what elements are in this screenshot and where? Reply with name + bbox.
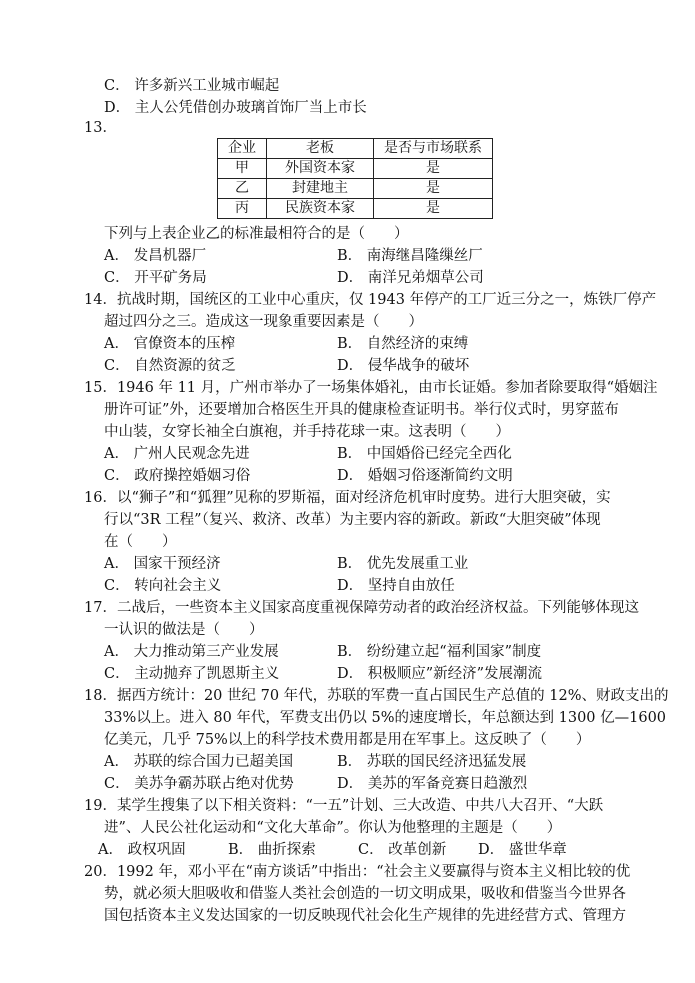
q19-stem-line: 进”、人民公社化运动和“文化大革命”。你认为他整理的主题是（ ） bbox=[104, 820, 562, 836]
table-header-row bbox=[218, 139, 493, 159]
q19-option-d: D． 盛世华章 bbox=[478, 842, 567, 858]
q15-stem-line: 15．1946 年 11 月，广州市举办了一场集体婚礼，由市长证婚。参加者除要取得“婚姻注 bbox=[84, 380, 658, 396]
q16-stem-line: 在（ ） bbox=[104, 534, 177, 550]
table-cell: 丙 bbox=[218, 199, 267, 219]
table-cell: 甲 bbox=[218, 159, 267, 179]
q16-option-c: C． 转向社会主义 bbox=[104, 578, 222, 594]
table-header: 老板 bbox=[267, 139, 374, 159]
q15-option-b: B． 中国婚俗已经完全西化 bbox=[337, 446, 512, 462]
table-cell: 民族资本家 bbox=[267, 199, 374, 219]
table-cell: 外国资本家 bbox=[267, 159, 374, 179]
q13-option-d: D． 南洋兄弟烟草公司 bbox=[337, 270, 484, 286]
q18-option-c: C． 美苏争霸苏联占绝对优势 bbox=[104, 776, 294, 792]
q16-option-a: A． 国家干预经济 bbox=[104, 556, 221, 572]
q14-option-a: A． 官僚资本的压榨 bbox=[104, 336, 236, 352]
q19-option-c: C． 改革创新 bbox=[358, 842, 447, 858]
q13-option-c: C． 开平矿务局 bbox=[104, 270, 207, 286]
q18-stem-line: 33%以上。进入 80 年代，军费支出仍以 5%的速度增长，年总额达到 1300 亿—1600 bbox=[104, 710, 667, 726]
table-row bbox=[218, 199, 493, 219]
q17-option-d: D． 积极顺应”新经济”发展潮流 bbox=[337, 666, 543, 682]
enterprise-table bbox=[217, 138, 493, 219]
q18-option-d: D． 美苏的军备竞赛日趋激烈 bbox=[337, 776, 528, 792]
q14-stem-line: 14．抗战时期，国统区的工业中心重庆，仅 1943 年停产的工厂近三分之一，炼铁厂停产 bbox=[84, 292, 657, 308]
q20-stem-line: 国包括资本主义发达国家的一切反映现代社会化生产规律的先进经营方式、管理方 bbox=[104, 908, 626, 924]
table-cell: 是 bbox=[374, 199, 493, 219]
q18-stem-line: 18．据西方统计：20 世纪 70 年代，苏联的军费一直占国民生产总值的 12%、财政支出的 bbox=[84, 688, 669, 704]
q14-option-b: B． 自然经济的束缚 bbox=[337, 336, 469, 352]
q20-stem-line: 20．1992 年，邓小平在“南方谈话”中指出：“社会主义要赢得与资本主义相比较的优 bbox=[84, 864, 631, 880]
q16-stem-line: 行以“3R 工程”（复兴、救济、改革）为主要内容的新政。新政“大胆突破”体现 bbox=[104, 512, 601, 528]
table-cell: 乙 bbox=[218, 179, 267, 199]
q15-option-a: A． 广州人民观念先进 bbox=[104, 446, 250, 462]
table-row bbox=[218, 179, 493, 199]
q17-stem-line: 17．二战后，一些资本主义国家高度重视保障劳动者的政治经济权益。下列能够体现这 bbox=[84, 600, 639, 616]
q19-option-a: A． 政权巩固 bbox=[98, 842, 186, 858]
q19-option-b: B． 曲折探索 bbox=[228, 842, 316, 858]
q13-option-a: A． 发昌机器厂 bbox=[104, 248, 207, 264]
q17-option-c: C． 主动抛弃了凯恩斯主义 bbox=[104, 666, 280, 682]
q14-option-c: C． 自然资源的贫乏 bbox=[104, 358, 236, 374]
q18-stem-line: 亿美元，几乎 75%以上的科学技术费用都是用在军事上。这反映了（ ） bbox=[104, 732, 591, 748]
q16-option-d: D． 坚持自由放任 bbox=[337, 578, 455, 594]
q15-option-c: C． 政府操控婚姻习俗 bbox=[104, 468, 251, 484]
q17-option-a: A． 大力推动第三产业发展 bbox=[104, 644, 279, 660]
q18-option-a: A． 苏联的综合国力已超美国 bbox=[104, 754, 294, 770]
q18-option-b: B． 苏联的国民经济迅猛发展 bbox=[337, 754, 527, 770]
q13-stem: 下列与上表企业乙的标准最相符合的是（ ） bbox=[104, 226, 409, 242]
q16-option-b: B． 优先发展重工业 bbox=[337, 556, 469, 572]
q15-stem-line: 中山装，女穿长袖全白旗袍，并手持花球一束。这表明（ ） bbox=[104, 424, 510, 440]
table-cell: 是 bbox=[374, 159, 493, 179]
q12-option-c: C． 许多新兴工业城市崛起 bbox=[104, 78, 280, 94]
q19-stem-line: 19．某学生搜集了以下相关资料：“一五”计划、三大改造、中共八大召开、“大跃 bbox=[84, 798, 604, 814]
q15-stem-line: 册许可证”外，还要增加合格医生开具的健康检查证明书。举行仪式时，男穿蓝布 bbox=[104, 402, 619, 418]
q15-option-d: D． 婚姻习俗逐渐简约文明 bbox=[337, 468, 513, 484]
q12-option-d: D． 主人公凭借创办玻璃首饰厂当上市长 bbox=[104, 100, 367, 116]
table-cell: 是 bbox=[374, 179, 493, 199]
q14-option-d: D． 侵华战争的破坏 bbox=[337, 358, 470, 374]
q13-option-b: B． 南海继昌隆缫丝厂 bbox=[337, 248, 483, 264]
q13-number: 13． bbox=[84, 120, 117, 136]
table-row bbox=[218, 159, 493, 179]
q16-stem-line: 16．以“狮子”和“狐狸”见称的罗斯福，面对经济危机审时度势。进行大胆突破，实 bbox=[84, 490, 611, 506]
q17-option-b: B． 纷纷建立起“福利国家”制度 bbox=[337, 644, 542, 660]
table-header: 企业 bbox=[218, 139, 267, 159]
q14-stem-line: 超过四分之三。造成这一现象重要因素是（ ） bbox=[104, 314, 423, 330]
table-cell: 封建地主 bbox=[267, 179, 374, 199]
q20-stem-line: 势，就必须大胆吸收和借鉴人类社会创造的一切文明成果，吸收和借鉴当今世界各 bbox=[104, 886, 626, 902]
q17-stem-line: 一认识的做法是（ ） bbox=[104, 622, 264, 638]
table-header: 是否与市场联系 bbox=[374, 139, 493, 159]
